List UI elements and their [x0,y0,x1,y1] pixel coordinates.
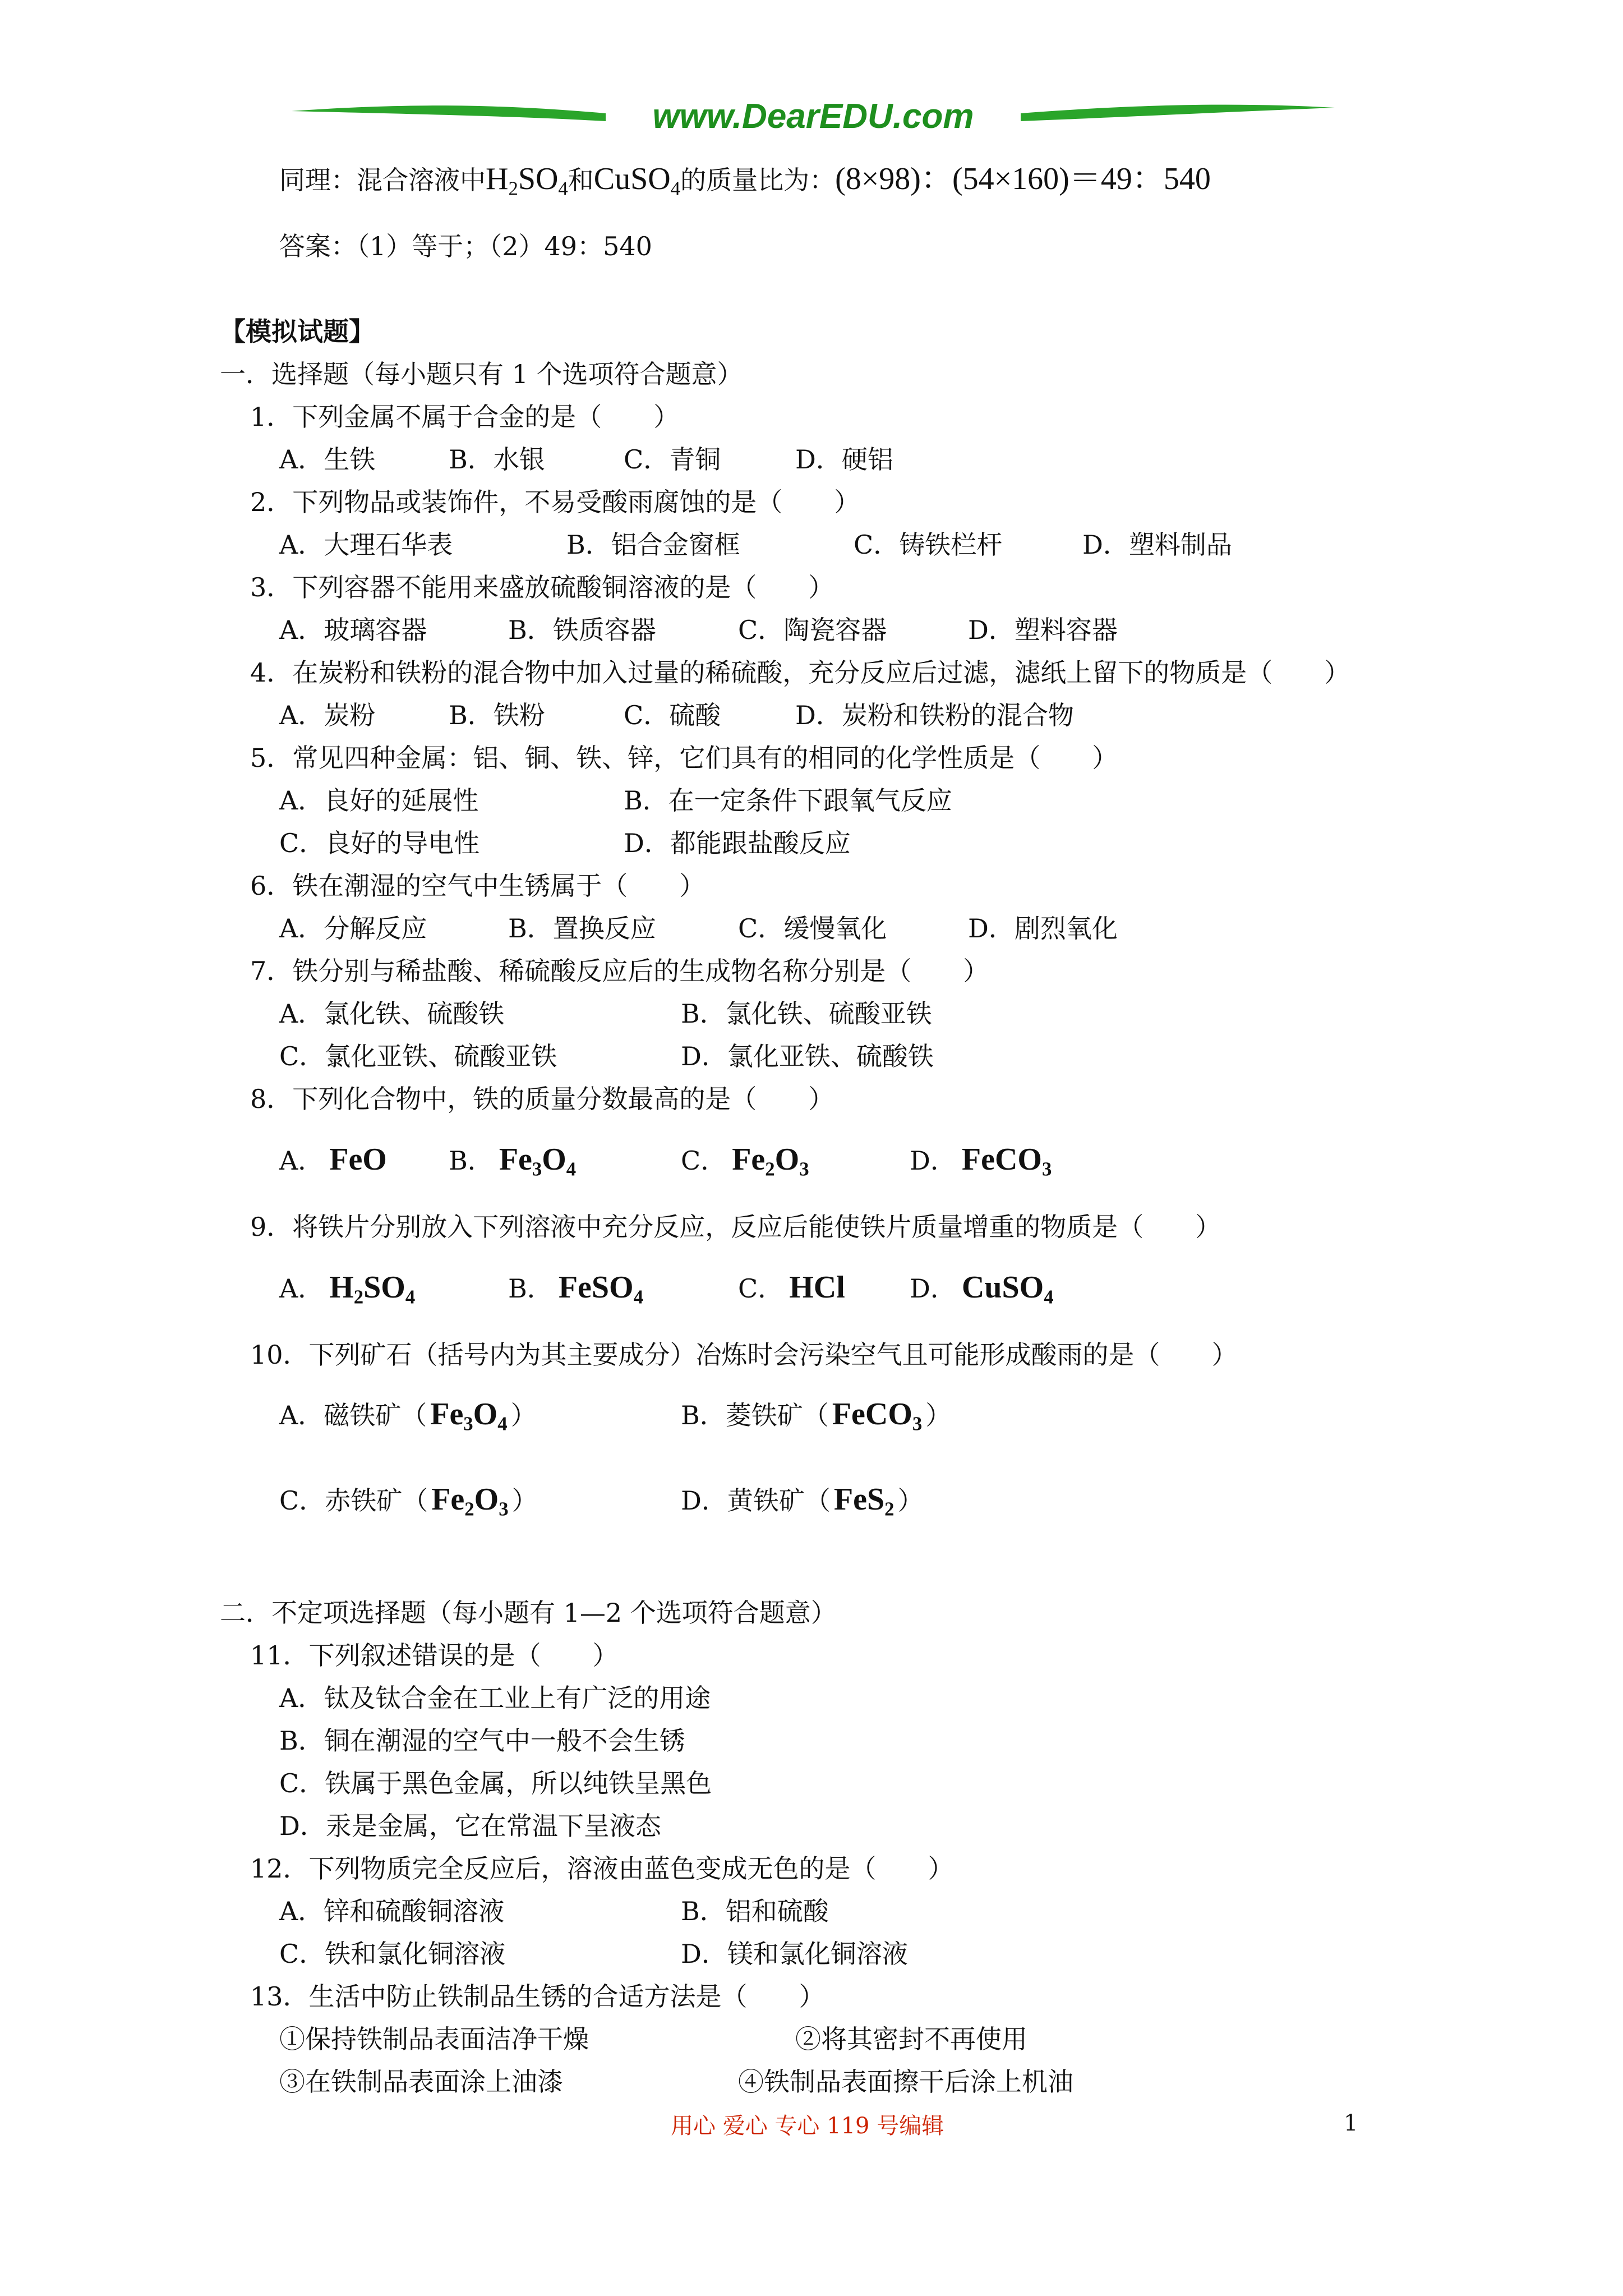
q1-option-b: B．水银 [449,444,545,475]
q10-option-c: C．赤铁矿（ $Fe_2O_3$ ） [279,1482,538,1520]
formula-fe3o4: $Fe_3O_4$ [430,1397,508,1435]
q1-option-c: C．青铜 [624,444,721,475]
q12-option-a: A．锌和硫酸铜溶液 [279,1896,505,1926]
q13-item-2: ②将其密封不再使用 [795,2024,1027,2054]
q11-option-a: A．钛及钛合金在工业上有广泛的用途 [279,1683,711,1713]
q13-stem: 13．生活中防止铁制品生锈的合适方法是（ ） [250,1981,825,2012]
formula-h2so4: $H_2SO_4$ [329,1270,416,1308]
q5-option-d: D．都能跟盐酸反应 [624,828,851,858]
q4-option-c: C．硫酸 [624,700,721,730]
q6-option-a: A．分解反应 [279,913,427,944]
q9-option-d: D． CuSO$_4$ [910,1270,1054,1308]
part2-heading: 二．不定项选择题（每小题有 1—2 个选项符合题意） [220,1598,837,1628]
intro-prefix: 同理：混合溶液中 [279,165,486,195]
q13-item-1: ①保持铁制品表面洁净干燥 [279,2024,589,2054]
q10-stem: 10．下列矿石（括号内为其主要成分）冶炼时会污染空气且可能形成酸雨的是（ ） [250,1340,1238,1370]
formula-hcl: HCl [789,1270,845,1305]
q3-option-a: A．玻璃容器 [279,615,427,645]
q4-option-d: D．炭粉和铁粉的混合物 [795,700,1074,730]
q10-option-d: D．黄铁矿（ FeS$_2$ ） [681,1482,924,1520]
q13-item-3: ③在铁制品表面涂上油漆 [279,2067,563,2097]
intro-suffix: 的质量比为： [680,165,836,195]
page-number: 1 [1344,2110,1358,2136]
q6-option-b: B．置换反应 [508,913,656,944]
q1-option-a: A．生铁 [279,444,376,475]
q7-stem: 7．铁分别与稀盐酸、稀硫酸反应后的生成物名称分别是（ ） [250,956,989,986]
q6-option-c: C．缓慢氧化 [738,913,887,944]
q4-option-b: B．铁粉 [449,700,545,730]
formula-h2so4: $H_2SO_4$ [486,162,568,200]
q12-option-d: D．镁和氯化铜溶液 [681,1939,908,1969]
formula-cuso4: CuSO$_4$ [961,1270,1054,1308]
q7-option-d: D．氯化亚铁、硫酸铁 [681,1041,934,1071]
q11-option-c: C．铁属于黑色金属，所以纯铁呈黑色 [279,1768,712,1798]
swoosh-logo-icon [292,95,1335,146]
q9-option-c: C． HCl [738,1270,845,1305]
q11-stem: 11．下列叙述错误的是（ ） [250,1640,619,1671]
formula-fe2o3: $Fe_2O_3$ [732,1142,809,1180]
q12-option-c: C．铁和氯化铜溶液 [279,1939,506,1969]
formula-cuso4: CuSO$_4$ [593,162,681,200]
q10-option-a: A．磁铁矿（ $Fe_3O_4$ ） [279,1397,537,1435]
q8-stem: 8．下列化合物中，铁的质量分数最高的是（ ） [250,1084,834,1114]
header-banner [292,95,1335,146]
q5-option-a: A．良好的延展性 [279,785,479,816]
q3-option-d: D．塑料容器 [968,615,1118,645]
q4-option-a: A．炭粉 [279,700,376,730]
q10-option-b: B．菱铁矿（ FeCO$_3$ ） [681,1397,952,1435]
q1-option-d: D．硬铝 [795,444,893,475]
q6-stem: 6．铁在潮湿的空气中生锈属于（ ） [250,871,706,901]
formula-fes2: FeS$_2$ [833,1482,895,1520]
formula-feo: FeO [329,1142,387,1177]
q2-stem: 2．下列物品或装饰件，不易受酸雨腐蚀的是（ ） [250,487,860,517]
formula-fe2o3: $Fe_2O_3$ [431,1482,509,1520]
q5-stem: 5．常见四种金属：铝、铜、铁、锌，它们具有的相同的化学性质是（ ） [250,743,1118,773]
q7-option-a: A．氯化铁、硫酸铁 [279,999,505,1029]
q11-option-b: B．铜在潮湿的空气中一般不会生锈 [279,1726,685,1756]
q13-item-4: ④铁制品表面擦干后涂上机油 [738,2067,1073,2097]
formula-feco3: FeCO$_3$ [832,1397,923,1435]
site-logo-text: www.DearEDU.com [652,97,974,136]
q3-option-b: B．铁质容器 [508,615,656,645]
q11-option-d: D．汞是金属，它在常温下呈液态 [279,1811,661,1841]
q9-option-b: B． FeSO$_4$ [508,1270,643,1308]
q12-option-b: B．铝和硫酸 [681,1896,829,1926]
q6-option-d: D．剧烈氧化 [968,913,1118,944]
q12-stem: 12．下列物质完全反应后，溶液由蓝色变成无色的是（ ） [250,1853,954,1884]
q7-option-c: C．氯化亚铁、硫酸亚铁 [279,1041,557,1071]
q8-option-c: C． $Fe_2O_3$ [681,1142,809,1180]
formula-feco3: FeCO$_3$ [961,1142,1052,1180]
section-title: 【模拟试题】 [220,316,375,347]
intro-ratio-line [279,159,1211,208]
q5-option-c: C．良好的导电性 [279,828,480,858]
q9-stem: 9．将铁片分别放入下列溶液中充分反应，反应后能使铁片质量增重的物质是（ ） [250,1212,1221,1242]
footer-editor-note: 用心 爱心 专心 119 号编辑 [671,2113,944,2139]
intro-and: 和 [568,165,594,195]
intro-expression: (8×98)：(54×160)＝49：540 [835,162,1211,196]
q9-option-a: A． $H_2SO_4$ [279,1270,416,1308]
q5-option-b: B．在一定条件下跟氧气反应 [624,785,952,816]
q7-option-b: B．氯化铁、硫酸亚铁 [681,999,932,1029]
q2-option-a: A．大理石华表 [279,530,453,560]
q4-stem: 4．在炭粉和铁粉的混合物中加入过量的稀硫酸，充分反应后过滤，滤纸上留下的物质是（ ） [250,657,1350,688]
q1-stem: 1．下列金属不属于合金的是（ ） [250,402,680,432]
q8-option-d: D． FeCO$_3$ [910,1142,1052,1180]
q2-option-d: D．塑料制品 [1082,530,1232,560]
q3-option-c: C．陶瓷容器 [738,615,887,645]
intro-answer: 答案：（1）等于；（2）49：540 [279,231,652,261]
formula-fe3o4: $Fe_3O_4$ [499,1142,577,1180]
q8-option-b: B． $Fe_3O_4$ [449,1142,577,1180]
q2-option-b: B．铝合金窗框 [566,530,740,560]
part1-heading: 一．选择题（每小题只有 1 个选项符合题意） [220,359,743,389]
q8-option-a: A． FeO [279,1142,387,1177]
formula-feso4: FeSO$_4$ [558,1270,643,1308]
q2-option-c: C．铸铁栏杆 [854,530,1003,560]
q3-stem: 3．下列容器不能用来盛放硫酸铜溶液的是（ ） [250,572,834,602]
